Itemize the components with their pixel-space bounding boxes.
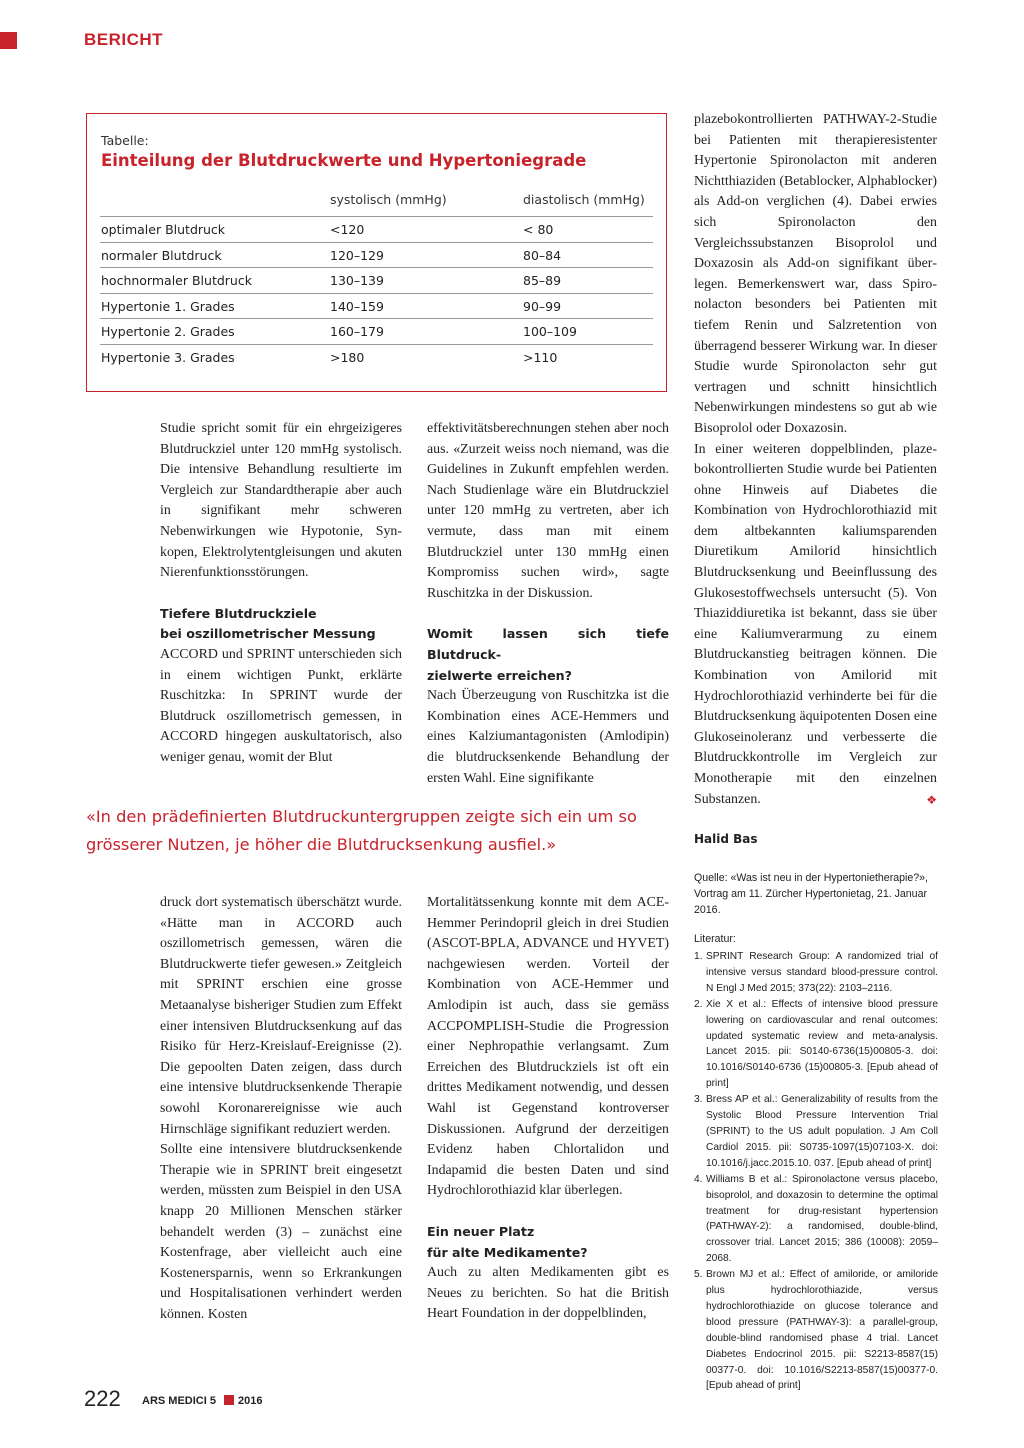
subheading: Tiefere Blutdruckziele	[160, 605, 317, 621]
body-paragraph: effektivitätsberechnungen stehen aber noch aus. «Zurzeit weiss noch niemand, was die Guidelines in Zukunft empfehlen werden. Nach Studienlage wäre ein Blutdruckziel unter 120 mmHg zu vertreten, aber ich vermute, dass man mit einem Blutdruckziel unter 130 mmHg einen Kompromiss suchen wird», sagte Ruschitzka in der Diskussion.	[427, 421, 669, 601]
table-title: Einteilung der Blutdruckwerte und Hypertoniegrade	[101, 151, 587, 170]
literature-item	[694, 997, 938, 1092]
literature-number: 4.	[694, 1173, 703, 1185]
literature-number: 5.	[694, 1269, 703, 1281]
table-cell-category: hochnormaler Blutdruck	[101, 273, 252, 288]
body-paragraph: druck dort systematisch überschätzt wurde. «Hätte man in ACCORD auch oszillometrisch gemessen, wären die Blutdruckwerte tiefer gewesen.» Zeitgleich mit SPRINT erschien eine grosse Metaanalyse bisheriger Studien zum Effekt einer intensiven Blutdrucksenkung auf das Risiko für Herz-Kreislauf-Ereignisse (2). Die gepoolten Daten zeigen, dass durch eine intensive blutdrucksenkende Therapie sowohl Koronarereignisse wie auch Hirnschläge signifikant reduziert werden.	[160, 895, 402, 1137]
table-cell-category: Hypertonie 1. Grades	[101, 299, 235, 314]
section-marker	[0, 32, 17, 49]
table-cell-diastolic: 85–89	[523, 273, 562, 288]
footer-marker	[224, 1395, 234, 1405]
body-column-left-lower	[160, 893, 402, 1325]
body-paragraph-text: In einer weiteren doppelblinden, plazebokontrollierten Studie wurde bei Patienten ohne Hinweis auf Diabetes die Kombination von Hydrochlorothiazid mit dem altbekannten kaliumsparenden Diuretikum Amilorid hinsichtlich Blutdrucksenkung und Beeinflussung des Glukosestoffwechsels untersucht (5). Von Thiaziddiuretika ist bekannt, dass sie über eine Kaliumverarmung zu einem Blutdruckanstieg beitragen können. Die Kombination von Amilorid mit Hydrochlorothiazid verhinderte bei für die Blutdrucksenkung äquipotenten Dosen eine Glukoseinoleranz und verbesserte die Blutdruckkontrolle im Vergleich zur Monotherapie mit den einzelnen Substanzen.	[694, 441, 937, 807]
literature-list	[694, 949, 938, 1394]
literature-item	[694, 949, 938, 997]
body-paragraph: Auch zu alten Medikamenten gibt es Neues zu berichten. So hat die British Heart Foundation in der doppelblinden,	[427, 1265, 669, 1322]
subheading: Ein neuer Platz	[427, 1223, 535, 1239]
literature-number: 1.	[694, 951, 703, 962]
table-cell-category: optimaler Blutdruck	[101, 222, 226, 237]
subheading: bei oszillometrischer Messung	[160, 626, 376, 642]
table-caption: Tabelle:	[101, 133, 149, 148]
table-row	[100, 267, 653, 294]
literature-text: Williams B et al.: Spironolactone versus placebo, bisoprolol, and doxazosin to determine the optimal treatment for drug-resistant hypertension (PATHWAY-2): a randomised, double-blind, crossover trial. Lancet 2015; 386 (10008): 2059–2068.	[706, 1173, 938, 1265]
subheading: Womit lassen sich tiefe Blutdruck-	[427, 626, 669, 662]
body-paragraph: Sollte eine intensivere blutdrucksenkende Therapie wie in SPRINT breit eingesetzt werden, müssten zum Beispiel in den USA knapp 20 Millionen Menschen stärker behandelt werden (3) – zunächst eine Kostenfrage, aber vielleicht auch eine Kostenersparnis, wenn so Erkrankungen und Hospitalisationen verhindert werden können. Kosten	[160, 1142, 402, 1322]
source-note: Quelle: «Was ist neu in der Hypertonietherapie?», Vortrag am 11. Zürcher Hypertonietag, 21. Januar 2016.	[694, 872, 928, 916]
table-cell-diastolic: 90–99	[523, 299, 562, 314]
body-paragraph: Mortalitätssenkung konnte mit dem ACE-Hemmer Perindopril gleich in drei Studien (ASCOT-BPLA, ADVANCE und HYVET) nachgewiesen werden. Vorteil der Kombination von ACE-Hemmer und Amlodipin ist auch, dass sie gemäss ACCPOMPLISH-Studie die Progression einer Nephropathie verlangsamt. Zum Erreichen des Blutdruckziels ist oft ein drittes Medikament notwendig, und dessen Wahl ist Gegenstand kontroverser Diskussionen. Aufgrund der derzeitigen Evidenz haben Chlortalidon und Indapamid die besten Daten und sind Hydrochlorothiazid klar überlegen.	[427, 895, 669, 1199]
pull-quote: «In den prädefinierten Blutdruckuntergruppen zeigte sich ein um so grösserer Nutzen, je höher die Blutdrucksenkung ausfiel.»	[86, 807, 637, 854]
table-header-systolic: systolisch (mmHg)	[330, 192, 447, 207]
literature-text: Xie X et al.: Effects of intensive blood pressure lowering on cardiovascular and renal outcomes: updated systematic review and meta-analysis. Lancet 2015. pii: S0140-6736(15)00805-3. doi: 10.1016/S0140-6736 (15)00805-3. [Epub ahead of print]	[706, 998, 938, 1090]
literature-item	[694, 1267, 938, 1394]
table-cell-systolic: >180	[330, 350, 365, 365]
table-row	[100, 293, 653, 320]
body-column-middle-upper	[427, 419, 669, 789]
table-cell-diastolic: 100–109	[523, 324, 577, 339]
table-cell-systolic: 120–129	[330, 248, 384, 263]
literature-text: Bress AP et al.: Generalizability of results from the Systolic Blood Pressure Intervention Trial (SPRINT) to the US adult population. J Am Coll Cardiol 2015. pii: S0735-1097(15)07103-X. doi: 10.1016/j.jacc.2015.10. 037. [Epub ahead of print]	[706, 1094, 938, 1169]
literature-heading: Literatur:	[694, 933, 736, 945]
table-cell-category: normaler Blutdruck	[101, 248, 222, 263]
body-column-middle-lower	[427, 893, 669, 1325]
body-paragraph: Nach Überzeugung von Ruschitzka ist die Kombination eines ACE-Hemmers und eines Kalziumantagonisten (Amlodipin) die blutdrucksenkende Behandlung der ersten Wahl. Eine signifikante	[427, 688, 669, 786]
table-row	[100, 242, 653, 269]
table-cell-category: Hypertonie 3. Grades	[101, 350, 235, 365]
body-paragraph: ACCORD und SPRINT unterschieden sich in einem wichtigen Punkt, erklärte Ruschitzka: In SPRINT wurde der Blutdruck oszillometrisch gemessen, in ACCORD hingegen auskultatorisch, also weniger genau, womit der Blut	[160, 646, 402, 765]
table-cell-systolic: 160–179	[330, 324, 384, 339]
literature-text: Brown MJ et al.: Effect of amiloride, or amiloride plus hydrochlorothiazide, versus hydrochlorothiazide on glucose tolerance and blood pressure (PATHWAY-3): a parallel-group, double-blind randomised phase 4 trial. Lancet Diabetes Endocrinol 2015. pii: S2213-8587(15) 00377-0. doi: 10.1016/S2213-8587(15)00377-0. [Epub ahead of print]	[706, 1269, 938, 1392]
table-header-diastolic: diastolisch (mmHg)	[523, 192, 645, 207]
body-paragraph: plazebokontrollierten PATHWAY-2-Studie bei Patienten mit therapieresistenter Hypertonie Spironolacton mit anderen Nichtthiaziden (Betablocker, Alphablocker) als Add-on verglichen (4). Dabei erwies sich Spironolacton den Vergleichssubstanzen Bisoprolol und Doxazosin als Add-on signifikant überlegen. Bemerkenswert war, dass Spironolacton besonders bei Patienten mit tiefem Renin und Salzretention von überragend besserer Wirkung war. In dieser Studie wurde Spironolacton sehr gut vertragen und schnitt hinsichtlich Nebenwirkungen mindestens so gut ab wie Bisoprolol oder Doxazosin.	[694, 112, 937, 436]
table-cell-diastolic: 80–84	[523, 248, 562, 263]
body-paragraph: Studie spricht somit für ein ehrgeizigeres Blutdruckziel unter 120 mmHg systolisch. Die intensive Behandlung resultierte im Vergleich zur Standardtherapie aber auch in signifikant mehr schweren Nebenwirkungen wie Hypotonie, Synkopen, Elektrolytentgleisungen und akuten Nierenfunktionsstörungen.	[160, 421, 402, 581]
section-label: BERICHT	[84, 30, 164, 49]
table-cell-category: Hypertonie 2. Grades	[101, 324, 235, 339]
journal-year: 2016	[238, 1395, 263, 1407]
literature-number: 3.	[694, 1094, 703, 1106]
body-paragraph	[694, 440, 937, 811]
literature-item	[694, 1092, 938, 1172]
table-cell-systolic: <120	[330, 222, 365, 237]
table-row	[100, 216, 653, 243]
table-cell-systolic: 130–139	[330, 273, 384, 288]
table-cell-diastolic: >110	[523, 350, 558, 365]
subheading: für alte Medikamente?	[427, 1244, 588, 1260]
page-number: 222	[84, 1386, 121, 1411]
literature-item	[694, 1172, 938, 1267]
literature-text: SPRINT Research Group: A randomized trial of intensive versus standard blood-pressure control. N Engl J Med 2015; 373(22): 2103–2116.	[706, 951, 938, 994]
end-mark-icon: ❖	[926, 792, 937, 807]
table-cell-systolic: 140–159	[330, 299, 384, 314]
body-column-left-upper	[160, 419, 402, 769]
table-row	[100, 318, 653, 345]
subheading: zielwerte erreichen?	[427, 667, 572, 683]
table-cell-diastolic: < 80	[523, 222, 554, 237]
author-name: Halid Bas	[694, 832, 758, 846]
body-column-right	[694, 110, 937, 810]
journal-name: ARS MEDICI 5	[142, 1395, 216, 1407]
table-row	[100, 344, 653, 371]
literature-number: 2.	[694, 998, 703, 1010]
